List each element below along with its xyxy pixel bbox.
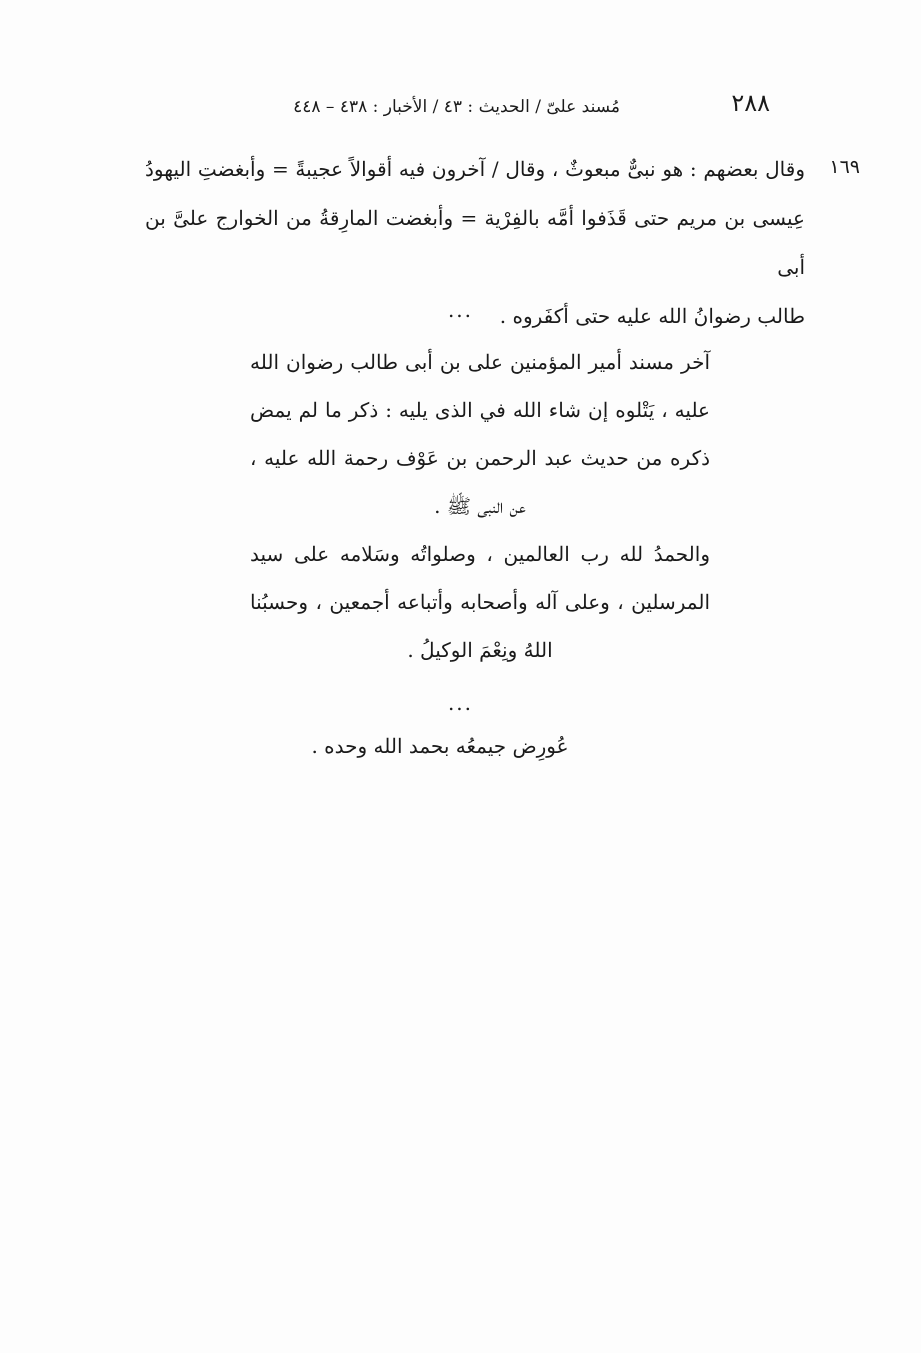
page-number: ٢٨٨ xyxy=(731,89,770,117)
colophon-end-of-musnad xyxy=(250,338,710,530)
praise-line: والحمدُ لله رب العالمين ، وصلواتُه وسَلامه على سيد xyxy=(250,542,710,566)
colophon-line: آخر مسند أمير المؤمنين على بن أبى طالب رضوان الله xyxy=(250,350,710,374)
running-header xyxy=(250,88,770,124)
entry-line: وقال بعضهم : هو نبىٌّ مبعوثٌ ، وقال / آخرون فيه أقوالاً عجيبةً = وأبغضتِ اليهودُ xyxy=(145,157,805,181)
section-separator: ... xyxy=(447,691,474,715)
colophon-praise xyxy=(250,530,710,674)
colophon-line: ذكره من حديث عبد الرحمن بن عَوْف رحمة الله عليه ، xyxy=(250,446,710,470)
praise-line: المرسلين ، وعلى آله وأصحابه وأتباعه أجمعين ، وحسبُنا xyxy=(250,590,710,614)
colophon-line: عن النبى ﷺ . xyxy=(434,494,526,518)
entry-line: طالب رضوانُ الله عليه حتى أكفَروه . xyxy=(499,304,805,328)
praise-line: اللهُ ونِعْمَ الوكيلُ . xyxy=(407,638,553,662)
header-title: مُسند علىّ / الحديث : ٤٣ / الأخبار : ٤٣٨ – ٤٤٨ xyxy=(293,97,620,117)
entry-number: ١٦٩ xyxy=(829,156,860,178)
verification-note: عُورِض جيمعُه بحمد الله وحده . xyxy=(311,734,569,758)
section-separator: ... xyxy=(447,298,474,322)
colophon-line: عليه ، يَتْلوه إن شاء الله في الذى يليه : ذكر ما لم يمض xyxy=(250,398,710,422)
entry-line: عِيسى بن مريم حتى قَذَفوا أمَّه بالفِرْية = وأبغضت المارِقةُ من الخوارج علىَّ بن أبى xyxy=(145,206,805,279)
